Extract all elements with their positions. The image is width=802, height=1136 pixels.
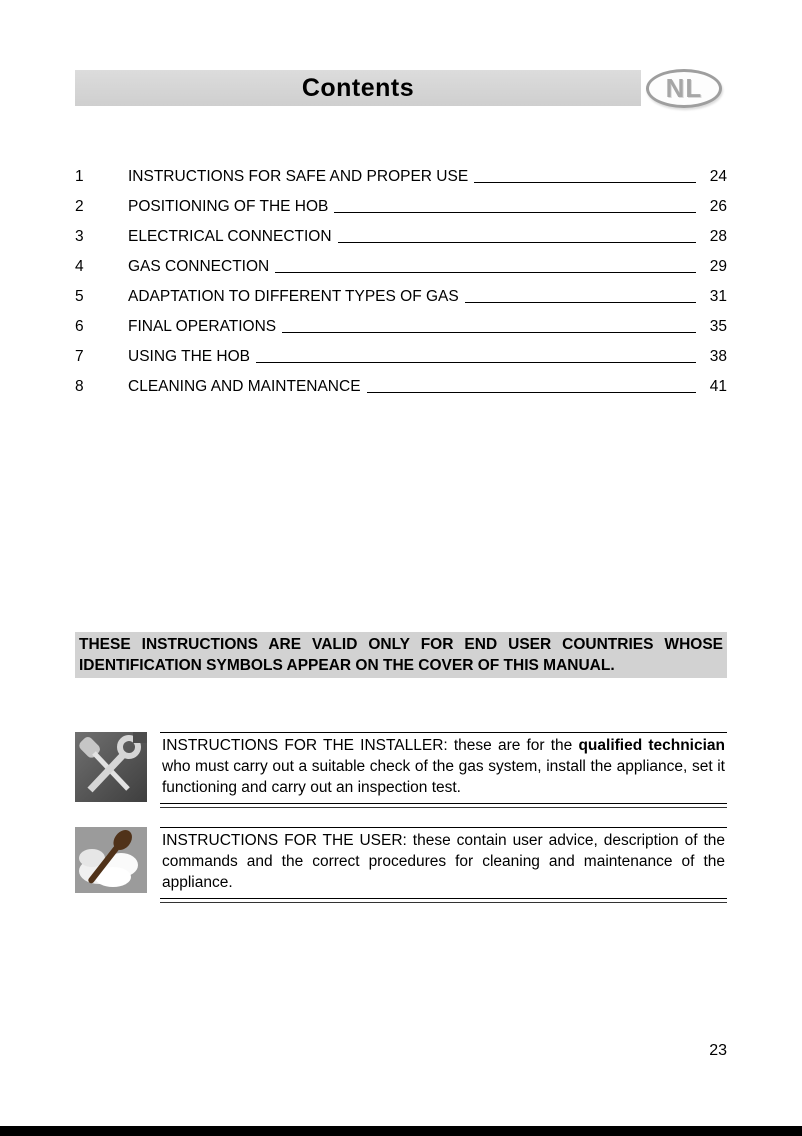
toc-row (75, 306, 727, 336)
user-text-part1: INSTRUCTIONS FOR THE USER: these contain user advice, description of the commands and the correct procedures for cleaning and maintenance of the appliance. (162, 832, 725, 891)
toc-row (75, 366, 727, 396)
tools-icon (75, 732, 147, 802)
toc-title: GAS CONNECTION (128, 258, 270, 275)
toc-page-number: 28 (709, 228, 727, 245)
toc-title: USING THE HOB (128, 348, 251, 365)
toc-number: 8 (75, 378, 84, 395)
toc-row (75, 216, 727, 246)
page-number: 23 (709, 1042, 727, 1059)
toc-page-number: 26 (709, 198, 727, 215)
toc-leader-line (334, 212, 696, 213)
validity-notice: THESE INSTRUCTIONS ARE VALID ONLY FOR END USER COUNTRIES WHOSE IDENTIFICATION SYMBOLS APPEAR ON THE COVER OF THIS MANUAL. (75, 632, 727, 678)
toc-page-number: 35 (709, 318, 727, 335)
installer-text-bold: qualified technician (578, 737, 725, 754)
toc-number: 4 (75, 258, 84, 275)
user-section (75, 827, 727, 899)
toc-page-number: 24 (709, 168, 727, 185)
toc-page-number: 31 (709, 288, 727, 305)
toc-leader-line (338, 242, 696, 243)
toc-title: CLEANING AND MAINTENANCE (128, 378, 361, 395)
spoon-icon (75, 827, 147, 893)
toc-row (75, 186, 727, 216)
toc-title: ELECTRICAL CONNECTION (128, 228, 332, 245)
language-badge-label: NL (665, 73, 703, 103)
toc-leader-line (474, 182, 696, 183)
page-title: Contents (301, 73, 415, 102)
installer-text (160, 732, 727, 804)
installer-text-part1: INSTRUCTIONS FOR THE INSTALLER: these are for the (162, 737, 579, 754)
toc-leader-line (282, 332, 696, 333)
table-of-contents (75, 156, 727, 396)
page-header (75, 70, 641, 106)
toc-row (75, 276, 727, 306)
toc-row (75, 336, 727, 366)
toc-page-number: 38 (709, 348, 727, 365)
toc-leader-line (367, 392, 696, 393)
toc-number: 6 (75, 318, 84, 335)
user-text (160, 827, 727, 899)
toc-row (75, 156, 727, 186)
toc-number: 7 (75, 348, 84, 365)
toc-number: 1 (75, 168, 84, 185)
toc-page-number: 41 (709, 378, 727, 395)
toc-row (75, 246, 727, 276)
toc-number: 2 (75, 198, 84, 215)
toc-number: 3 (75, 228, 84, 245)
language-badge (646, 69, 722, 108)
toc-title: INSTRUCTIONS FOR SAFE AND PROPER USE (128, 168, 469, 185)
toc-leader-line (465, 302, 696, 303)
toc-leader-line (256, 362, 696, 363)
toc-number: 5 (75, 288, 84, 305)
toc-leader-line (275, 272, 696, 273)
installer-text-part2: who must carry out a suitable check of the gas system, install the appliance, set it functioning and carry out an inspection test. (162, 758, 725, 796)
installer-section (75, 732, 727, 804)
toc-title: POSITIONING OF THE HOB (128, 198, 329, 215)
toc-title: FINAL OPERATIONS (128, 318, 277, 335)
scan-bottom-edge (0, 1126, 802, 1136)
toc-title: ADAPTATION TO DIFFERENT TYPES OF GAS (128, 288, 459, 305)
toc-page-number: 29 (709, 258, 727, 275)
